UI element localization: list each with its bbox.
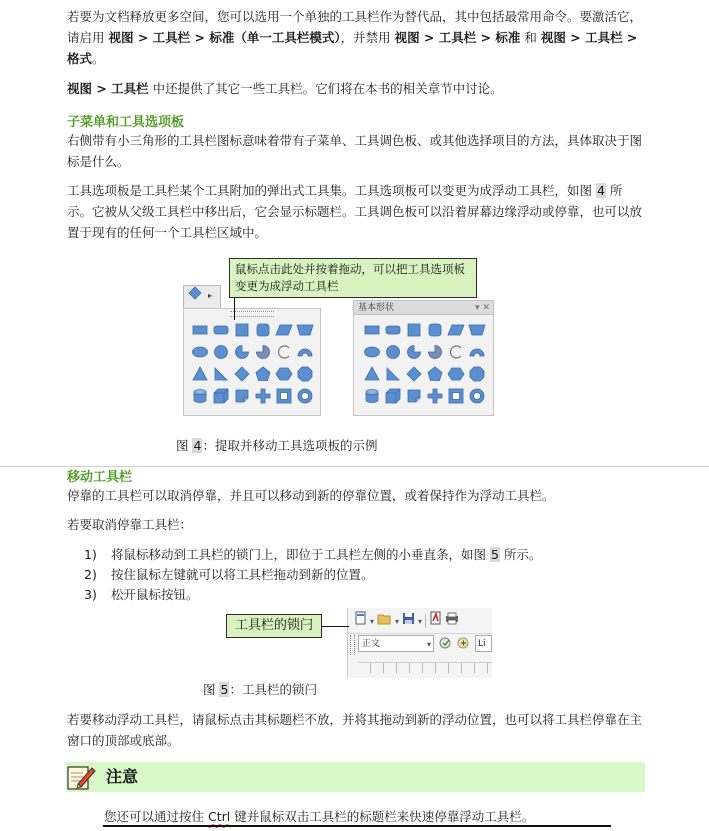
note-banner: [66, 762, 645, 792]
intro-paragraph-1: [67, 6, 647, 69]
caption-prefix: 图: [176, 438, 193, 453]
submenus-paragraph-1: 右侧带有小三角形的工具栏图标意味着带有子菜单、工具调色板、或其他选择项目的方法，具体取决于图标是什么。: [67, 133, 643, 169]
half-circle-icon[interactable]: [466, 341, 487, 363]
menu-path-bold: 视图 > 工具栏 > 格式: [67, 30, 638, 66]
dropdown-arrow-icon[interactable]: ▸: [208, 291, 213, 300]
shape-palette-floating: [353, 300, 494, 416]
arc-icon[interactable]: [445, 341, 466, 363]
cylinder-icon[interactable]: [189, 385, 210, 407]
parallelogram-icon[interactable]: [273, 319, 294, 341]
toolbar-separator: [425, 614, 426, 628]
list-text: 松开鼠标按钮。: [111, 587, 199, 602]
right-triangle-icon[interactable]: [210, 363, 231, 385]
heading-move-toolbars: 移动工具栏: [67, 470, 133, 485]
figure-5-caption: [203, 679, 317, 700]
list-number: 3): [84, 587, 97, 602]
paragraph-style-select[interactable]: [358, 635, 434, 652]
ellipse-icon[interactable]: [189, 341, 210, 363]
note-pencil-icon: [66, 762, 96, 792]
paragraph-style-value: 正文: [362, 639, 381, 649]
parallelogram-icon[interactable]: [445, 319, 466, 341]
list-text: 将鼠标移动到工具栏的锁门上，即位于工具栏左侧的小垂直条，如图: [111, 547, 490, 562]
circle-icon[interactable]: [210, 341, 231, 363]
rectangle-rounded-icon[interactable]: [210, 319, 231, 341]
list-text: 按住鼠标左键就可以将工具栏拖动到新的位置。: [111, 567, 374, 582]
print-icon[interactable]: [445, 611, 459, 632]
list-item: [84, 544, 541, 565]
list-item: [84, 564, 374, 585]
menu-path-bold: 视图 > 工具栏 > 标准: [394, 30, 521, 45]
block-arc-icon[interactable]: [403, 341, 424, 363]
ring-icon[interactable]: [466, 385, 487, 407]
figure-reference[interactable]: 5: [490, 547, 499, 562]
paragraph-text: 和: [520, 30, 541, 45]
chevron-down-icon[interactable]: ▾: [426, 640, 431, 649]
floating-toolbar-titlebar[interactable]: [354, 301, 493, 315]
octagon-icon[interactable]: [294, 363, 315, 385]
standard-toolbar-row: [354, 611, 459, 631]
open-folder-icon[interactable]: [377, 611, 392, 632]
ellipse-icon[interactable]: [361, 341, 382, 363]
callout-leader-line: [234, 298, 235, 320]
half-circle-icon[interactable]: [294, 341, 315, 363]
menu-path-bold: 视图 > 工具栏 > 标准（单一工具栏模式）: [108, 30, 341, 45]
frame-icon[interactable]: [273, 385, 294, 407]
floating-toolbar-title: 基本形状: [358, 303, 395, 313]
new-style-icon[interactable]: [456, 635, 472, 657]
figure-4-caption: [176, 435, 377, 456]
diamond-icon[interactable]: [231, 363, 252, 385]
paragraph-text: ，并禁用: [340, 30, 395, 45]
circle-pie-icon[interactable]: [424, 341, 445, 363]
pentagon-icon[interactable]: [252, 363, 273, 385]
list-item: [84, 584, 199, 605]
list-number: 2): [84, 567, 97, 582]
isosceles-triangle-icon[interactable]: [361, 363, 382, 385]
pentagon-icon[interactable]: [424, 363, 445, 385]
rectangle-icon[interactable]: [189, 319, 210, 341]
ruler: [358, 662, 492, 673]
dropdown-arrow-icon[interactable]: ▾: [418, 616, 423, 626]
folded-corner-icon[interactable]: [231, 385, 252, 407]
paragraph-text: 工具选项板是工具栏某个工具附加的弹出式工具集。工具选项板可以变更为成浮动工具栏，如图: [67, 183, 596, 198]
caption-prefix: 图: [203, 682, 220, 697]
note-title: 注意: [106, 767, 139, 786]
diamond-icon: [188, 286, 202, 306]
right-triangle-icon[interactable]: [382, 363, 403, 385]
shape-grid: [361, 319, 487, 407]
paragraph-text: 。: [92, 51, 105, 66]
ring-icon[interactable]: [294, 385, 315, 407]
diamond-icon[interactable]: [403, 363, 424, 385]
hexagon-icon[interactable]: [273, 363, 294, 385]
cube-icon[interactable]: [382, 385, 403, 407]
trapezoid-icon[interactable]: [466, 319, 487, 341]
circle-icon[interactable]: [382, 341, 403, 363]
toolbar-screenshot: [347, 608, 492, 678]
submenus-paragraph-2: [67, 180, 647, 243]
frame-icon[interactable]: [445, 385, 466, 407]
floating-toolbar-paragraph: 若要移动浮动工具栏，请鼠标点击其标题栏不放，并将其拖动到新的浮动位置，也可以将工具栏停靠在主窗口的顶部或底部。: [67, 712, 643, 748]
rectangle-rounded-icon[interactable]: [382, 319, 403, 341]
dropdown-arrow-icon[interactable]: ▾: [370, 616, 375, 626]
toolbar-basic-shapes-button[interactable]: [183, 285, 221, 309]
caption-number: 5: [220, 682, 229, 697]
move-paragraph-2: 若要取消停靠工具栏：: [67, 517, 193, 532]
caption-text: ：工具栏的锁闩: [229, 682, 317, 697]
figure-reference[interactable]: 4: [596, 183, 605, 198]
caption-number: 4: [193, 438, 202, 453]
palette-drag-grip[interactable]: [230, 311, 274, 317]
list-number: 1): [84, 547, 97, 562]
toolbar-handle-latch[interactable]: [350, 635, 355, 655]
paragraph-text: 所示。它被从父级工具栏中移出后，它会显示标题栏。工具调色板可以沿着屏幕边缘浮动或停靠，也可以放置于现有的任何一个工具栏区域中。: [67, 183, 643, 240]
caption-text: ：提取并移动工具选项板的示例: [202, 438, 378, 453]
heading-submenus-palettes: 子菜单和工具选项板: [67, 115, 185, 130]
intro-paragraph-2-text: 中还提供了其它一些工具栏。它们将在本书的相关章节中讨论。: [148, 81, 503, 96]
folded-corner-icon[interactable]: [403, 385, 424, 407]
square-rounded-icon[interactable]: [252, 319, 273, 341]
shape-grid: [189, 319, 315, 407]
font-name-select[interactable]: Li: [475, 635, 492, 652]
dropdown-arrow-icon[interactable]: ▾: [395, 616, 400, 626]
update-style-icon[interactable]: [438, 635, 454, 657]
hexagon-icon[interactable]: [445, 363, 466, 385]
titlebar-controls[interactable]: ▾ ✕: [475, 303, 490, 313]
cylinder-icon[interactable]: [361, 385, 382, 407]
circle-pie-icon[interactable]: [252, 341, 273, 363]
latch-callout: 工具栏的锁闩: [226, 614, 322, 638]
block-arc-icon[interactable]: [231, 341, 252, 363]
list-text: 所示。: [499, 547, 542, 562]
keyboard-key: Ctrl: [207, 809, 231, 824]
square-rounded-icon[interactable]: [424, 319, 445, 341]
drag-callout: 鼠标点击此处并按着拖动，可以把工具选项板变更为成浮动工具栏: [229, 258, 477, 298]
octagon-icon[interactable]: [466, 363, 487, 385]
export-pdf-icon[interactable]: [429, 611, 442, 632]
cross-icon[interactable]: [424, 385, 445, 407]
paragraph-text: 若要为文档释放更多空间，您可以选用一个单独的工具栏作为替代品，其中包括最常用命令。要激活它，请启用: [67, 9, 643, 45]
note-text-part: 您还可以通过按住: [104, 809, 208, 824]
note-bottom-rule: [103, 825, 611, 827]
callout-leader-line: [322, 626, 349, 627]
cross-icon[interactable]: [252, 385, 273, 407]
menu-path-bold: 视图 > 工具栏: [67, 81, 149, 96]
shape-palette-docked: [183, 308, 321, 416]
square-icon[interactable]: [403, 319, 424, 341]
intro-paragraph-2: [67, 78, 647, 99]
note-text: [104, 806, 534, 827]
trapezoid-icon[interactable]: [294, 319, 315, 341]
rectangle-icon[interactable]: [361, 319, 382, 341]
cube-icon[interactable]: [210, 385, 231, 407]
note-text-part: 键并鼠标双击工具栏的标题栏来快速停靠浮动工具栏。: [230, 809, 535, 824]
isosceles-triangle-icon[interactable]: [189, 363, 210, 385]
move-paragraph-1: 停靠的工具栏可以取消停靠，并且可以移动到新的停靠位置，或着保持作为浮动工具栏。: [67, 488, 555, 503]
save-icon[interactable]: [402, 611, 415, 632]
square-icon[interactable]: [231, 319, 252, 341]
arc-icon[interactable]: [273, 341, 294, 363]
new-document-icon[interactable]: [354, 611, 367, 632]
